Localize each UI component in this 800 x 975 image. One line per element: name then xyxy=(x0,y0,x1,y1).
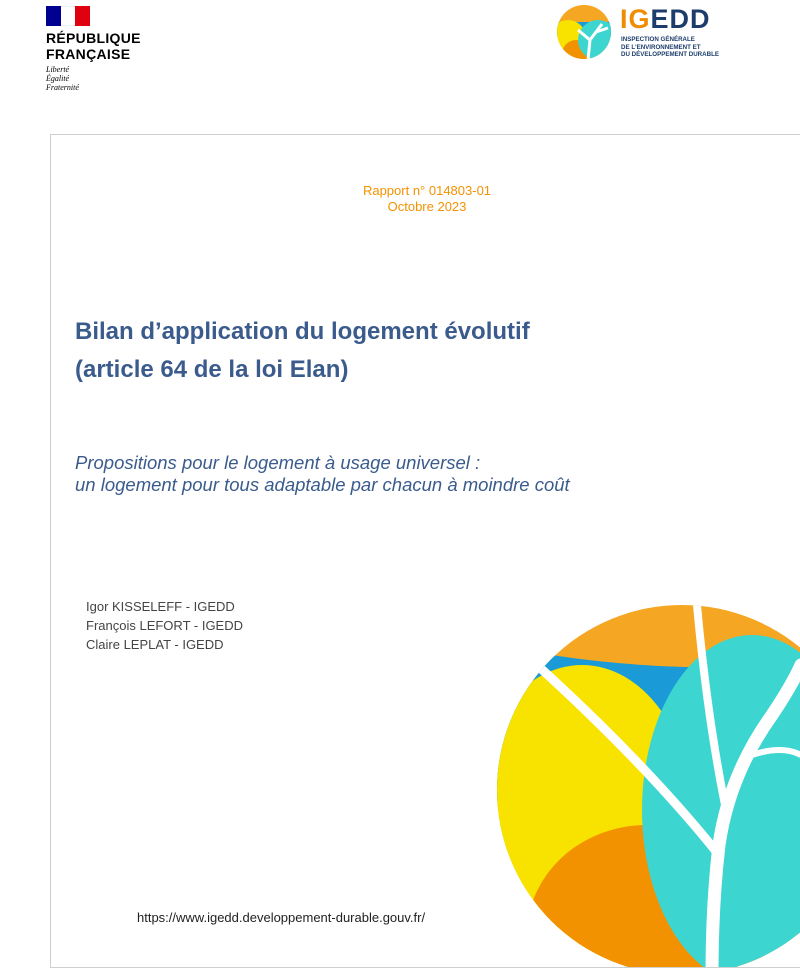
igedd-tree-illustration xyxy=(497,605,800,968)
author-item: Claire LEPLAT - IGEDD xyxy=(86,637,224,652)
subtitle-line-2: un logement pour tous adaptable par chacun à moindre coût xyxy=(75,474,570,495)
igedd-acronym: IGEDD xyxy=(620,4,711,34)
republique-francaise-logo xyxy=(46,6,186,92)
report-date: Octobre 2023 xyxy=(387,199,467,214)
report-subtitle xyxy=(75,452,775,496)
francaise-line: FRANÇAISE xyxy=(46,46,131,62)
igedd-full-name: INSPECTION GÉNÉRALE DE L'ENVIRONNEMENT ET DU DÉVELOPPEMENT DURABLE xyxy=(621,36,719,58)
motto-liberte: Liberté xyxy=(46,65,70,74)
author-list xyxy=(86,597,243,654)
igedd-tree-icon xyxy=(556,4,612,60)
website-url[interactable]: https://www.igedd.developpement-durable.gouv.fr/ xyxy=(137,910,426,925)
report-number: Rapport n° 014803-01 xyxy=(362,183,492,198)
title-line-2: (article 64 de la loi Elan) xyxy=(75,356,349,383)
igedd-logo-block xyxy=(556,4,786,60)
report-reference xyxy=(51,183,800,215)
author-item: Igor KISSELEFF - IGEDD xyxy=(86,599,235,614)
motto-fraternite: Fraternité xyxy=(46,83,79,92)
title-line-1: Bilan d’application du logement évolutif xyxy=(75,318,530,345)
author-item: François LEFORT - IGEDD xyxy=(86,618,243,633)
republique-line: RÉPUBLIQUE xyxy=(46,30,141,46)
motto-egalite: Égalité xyxy=(46,74,70,83)
cover-page xyxy=(50,134,800,968)
subtitle-line-1: Propositions pour le logement à usage universel : xyxy=(75,452,481,473)
report-title xyxy=(75,313,775,389)
french-flag-icon xyxy=(46,6,90,26)
republic-motto xyxy=(46,65,186,92)
republique-francaise-name xyxy=(46,30,186,62)
